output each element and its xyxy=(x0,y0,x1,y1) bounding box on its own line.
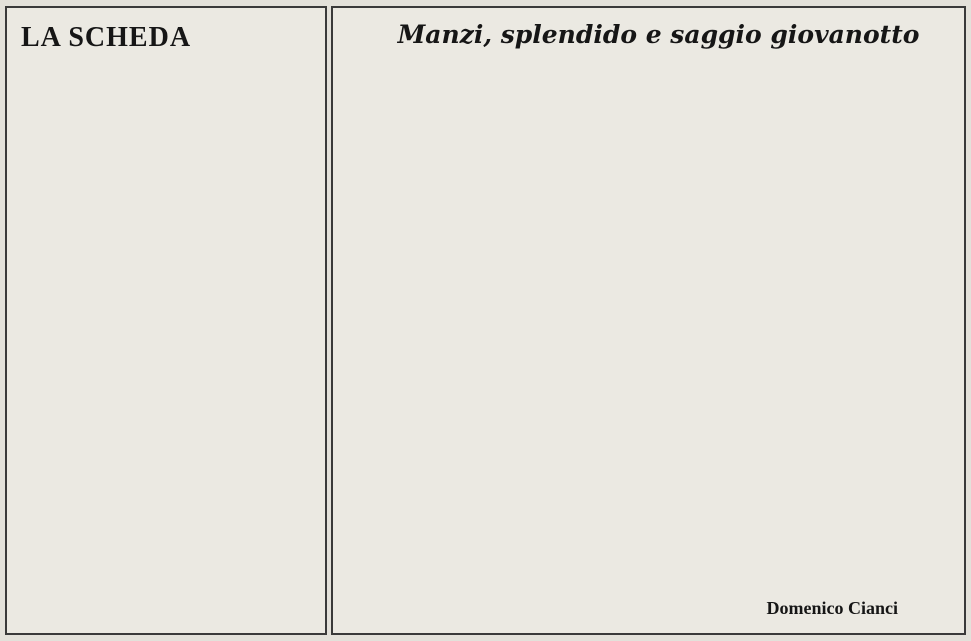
article-title: Manzi, splendido e saggio giovanotto xyxy=(397,20,920,49)
article-column xyxy=(331,6,966,635)
article-signature: Domenico Cianci xyxy=(766,598,898,618)
scheda-column xyxy=(5,6,327,635)
scheda-title: LA SCHEDA xyxy=(21,22,192,53)
